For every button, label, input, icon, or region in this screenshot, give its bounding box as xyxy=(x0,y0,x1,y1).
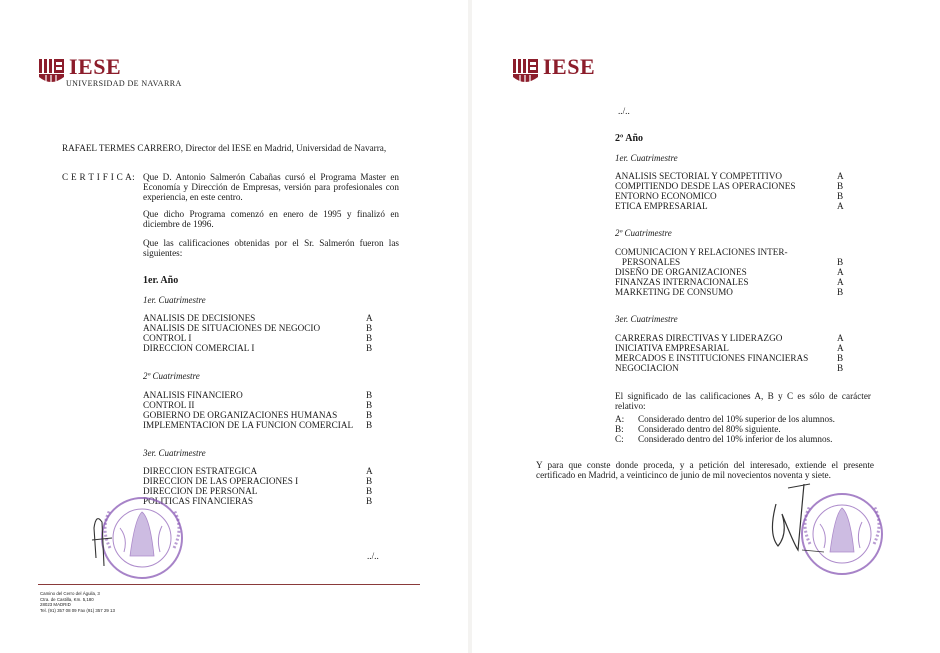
course-name: COMUNICACION Y RELACIONES INTER- xyxy=(615,247,788,257)
logo-name: IESE xyxy=(69,54,122,79)
course-name: INICIATIVA EMPRESARIAL xyxy=(615,343,729,353)
course-name: ETICA EMPRESARIAL xyxy=(615,201,708,211)
course-grade: B xyxy=(366,333,373,343)
course-name: MARKETING DE CONSUMO xyxy=(615,287,733,297)
course-grade: A xyxy=(366,466,373,476)
course-name: ANALISIS DE SITUACIONES DE NEGOCIO xyxy=(143,323,321,333)
course-grade: B xyxy=(366,410,373,420)
course-grade: B xyxy=(837,191,844,201)
course-name: PERSONALES xyxy=(615,257,681,267)
legend-text: Considerado dentro del 10% superior de los alumnos. xyxy=(638,414,835,424)
course-name: DIRECCION DE PERSONAL xyxy=(143,486,258,496)
legend-text: Considerado dentro del 80% siguiente. xyxy=(638,424,781,434)
university-seal-stamp-icon xyxy=(764,474,894,594)
certificate-page-2 xyxy=(472,0,940,653)
course-grade: B xyxy=(366,496,373,506)
course-grade: A xyxy=(837,201,844,211)
year-heading: 1er. Año xyxy=(143,275,179,286)
certifica-label: C E R T I F I C A: xyxy=(62,172,135,182)
university-seal-stamp-icon xyxy=(90,488,190,584)
intro-line: RAFAEL TERMES CARRERO, Director del IESE en Madrid, Universidad de Navarra, xyxy=(62,143,387,153)
course-name: CONTROL I xyxy=(143,333,192,343)
course-name: ENTORNO ECONOMICO xyxy=(615,191,717,201)
course-name: COMPITIENDO DESDE LAS OPERACIONES xyxy=(615,181,796,191)
term-label: 3er. Cuatrimestre xyxy=(143,448,206,458)
footer-line: 28023 MADRID xyxy=(40,602,71,608)
course-name: NEGOCIACION xyxy=(615,363,679,373)
legend-key: B: xyxy=(615,424,624,434)
grades-meaning: El significado de las calificaciones A, B y C es sólo de carácter relativo: xyxy=(615,391,871,412)
paragraph-grades-intro: Que las calificaciones obtenidas por el Sr. Salmerón fueron las siguientes: xyxy=(143,238,399,259)
course-name: IMPLEMENTACION DE LA FUNCION COMERCIAL xyxy=(143,420,354,430)
course-name: DIRECCION DE LAS OPERACIONES I xyxy=(143,476,299,486)
footer-rule xyxy=(38,584,420,585)
closing-paragraph: Y para que conste donde proceda, y a petición del interesado, extiende el presente certificado en Madrid, a veinticinco de junio de mil novecientos noventa y siete. xyxy=(536,460,874,481)
course-name: POLITICAS FINANCIERAS xyxy=(143,496,254,506)
term-label: 2º Cuatrimestre xyxy=(615,228,672,238)
term-label: 3er. Cuatrimestre xyxy=(615,314,678,324)
course-grade: A xyxy=(837,267,844,277)
course-grade: A xyxy=(837,333,844,343)
paragraph-program: Que D. Antonio Salmerón Cabañas cursó el Programa Master en Economía y Dirección de Empresas, versión para profesionales con experiencia, en este centro. xyxy=(143,172,399,203)
course-grade: B xyxy=(366,476,373,486)
course-grade: A xyxy=(366,313,373,323)
course-grade: B xyxy=(366,486,373,496)
term-label: 1er. Cuatrimestre xyxy=(615,153,678,163)
course-grade: B xyxy=(366,343,373,353)
continued-mark: ../.. xyxy=(367,551,379,561)
course-name: ANALISIS FINANCIERO xyxy=(143,390,243,400)
course-grade: A xyxy=(837,277,844,287)
iese-logo xyxy=(38,54,182,88)
logo-name: IESE xyxy=(543,54,596,79)
iese-shield-logo-icon xyxy=(38,57,66,87)
term-label: 1er. Cuatrimestre xyxy=(143,295,206,305)
course-name: ANALISIS DE DECISIONES xyxy=(143,313,256,323)
footer-line: Camino del Cerro del Águila, 3 xyxy=(40,591,100,596)
course-name: CARRERAS DIRECTIVAS Y LIDERAZGO xyxy=(615,333,783,343)
course-grade: B xyxy=(366,420,373,430)
iese-shield-logo-icon xyxy=(512,57,540,87)
course-name: ANALISIS SECTORIAL Y COMPETITIVO xyxy=(615,171,782,181)
course-grade: A xyxy=(837,343,844,353)
footer-line: Ctra. de Castilla, Km. 5,180 xyxy=(40,596,94,602)
iese-logo xyxy=(512,54,596,87)
course-grade: B xyxy=(837,353,844,363)
course-name: GOBIERNO DE ORGANIZACIONES HUMANAS xyxy=(143,410,338,420)
year-heading: 2º Año xyxy=(615,133,644,144)
course-grade: B xyxy=(366,390,373,400)
paragraph-dates: Que dicho Programa comenzó en enero de 1995 y finalizó en diciembre de 1996. xyxy=(143,209,399,230)
term-label: 2º Cuatrimestre xyxy=(143,371,200,381)
legend-text: Considerado dentro del 10% inferior de los alumnos. xyxy=(638,434,833,444)
legend-key: C: xyxy=(615,434,624,444)
course-grade: B xyxy=(837,181,844,191)
course-grade: B xyxy=(366,323,373,333)
course-name: CONTROL II xyxy=(143,400,195,410)
course-grade: B xyxy=(837,257,844,267)
course-name: DIRECCION COMERCIAL I xyxy=(143,343,255,353)
course-name: FINANZAS INTERNACIONALES xyxy=(615,277,749,287)
course-grade: B xyxy=(837,363,844,373)
certificate-page-1 xyxy=(0,0,468,653)
legend-key: A: xyxy=(615,414,625,424)
footer-line: Tel. (91) 357 08 09 Fax (91) 357 29 13 xyxy=(40,607,115,613)
course-name: DISEÑO DE ORGANIZACIONES xyxy=(615,267,747,277)
course-name: DIRECCION ESTRATEGICA xyxy=(143,466,258,476)
footer-address xyxy=(40,591,115,613)
continued-mark-top: ../.. xyxy=(618,106,630,116)
course-grade: A xyxy=(837,171,844,181)
course-grade: B xyxy=(837,287,844,297)
course-grade: B xyxy=(366,400,373,410)
course-name: MERCADOS E INSTITUCIONES FINANCIERAS xyxy=(615,353,809,363)
logo-subtitle: UNIVERSIDAD DE NAVARRA xyxy=(66,79,182,88)
